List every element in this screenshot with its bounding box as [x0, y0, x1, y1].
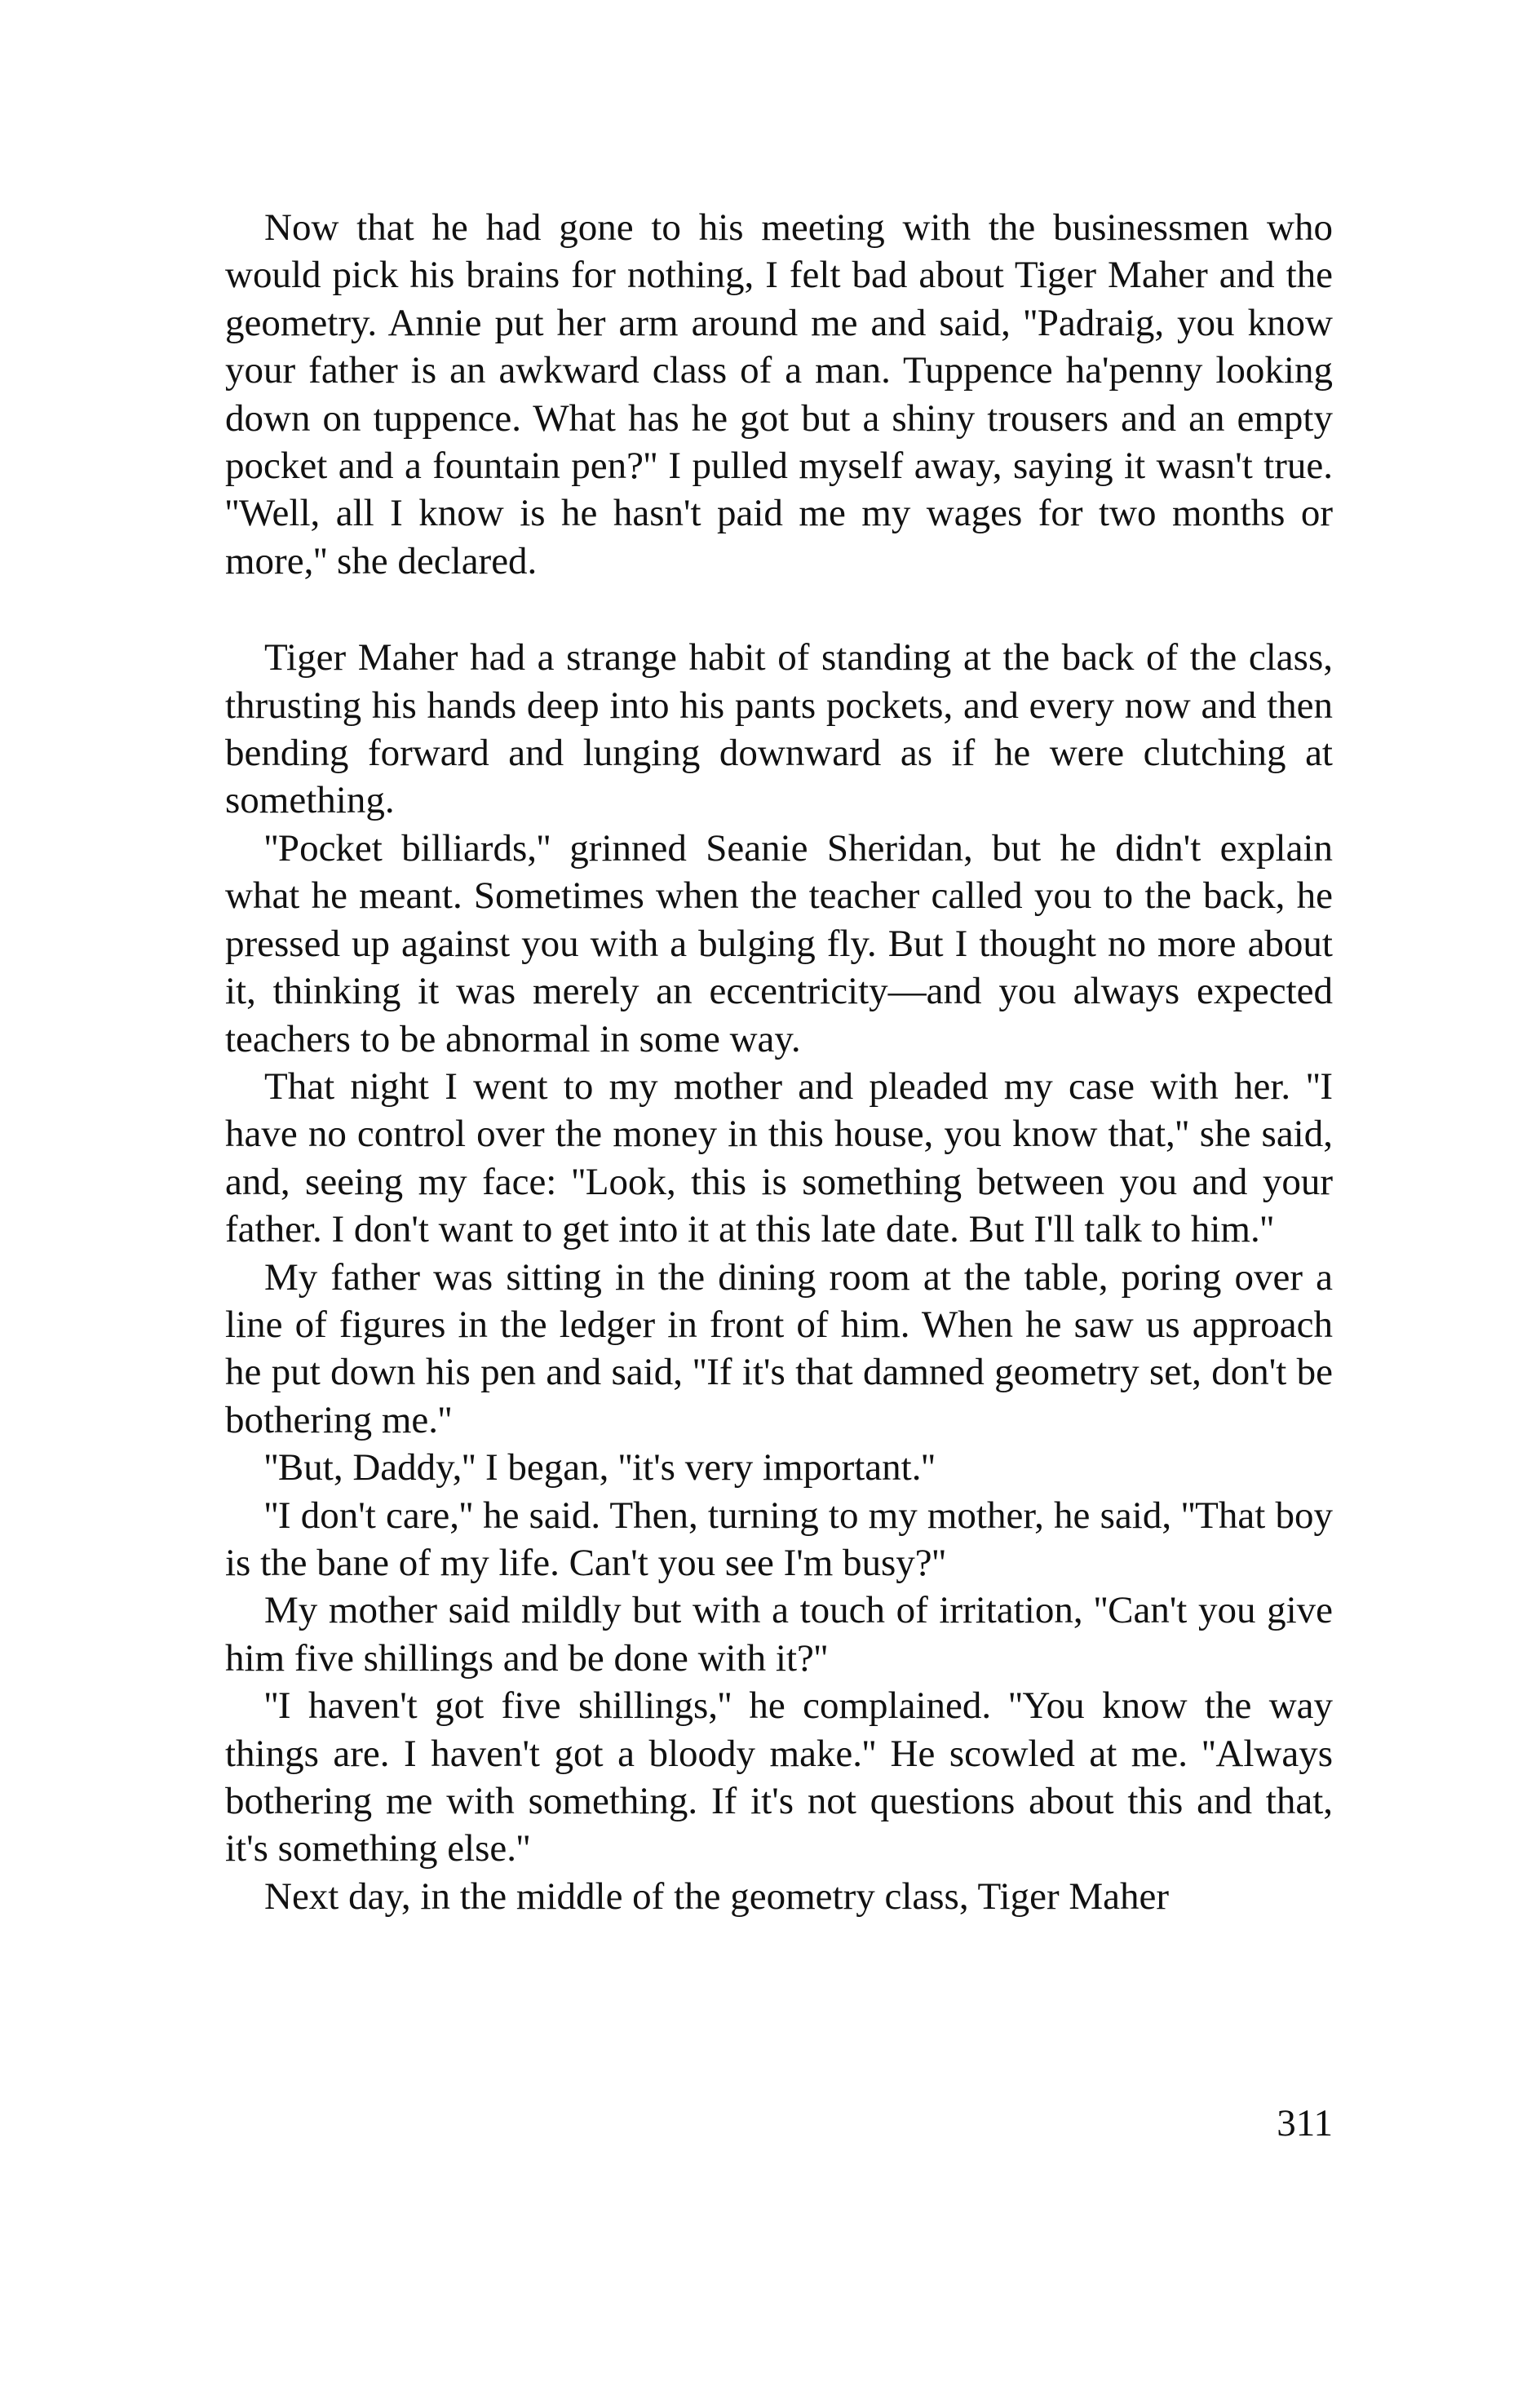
paragraph-9: ''I haven't got five shillings,'' he complained. ''You know the way things are. I haven't got a bloody make.'' He scowled at me. ''Always bothering me with something. If it's not questions about this and that, it's something else.'' — [225, 1684, 1333, 1870]
section-break — [225, 585, 1333, 634]
paragraph-6: ''But, Daddy,'' I began, ''it's very important.'' — [264, 1446, 936, 1489]
paragraph-8: My mother said mildly but with a touch of irritation, ''Can't you give him five shillings and be done with it?'' — [225, 1589, 1333, 1680]
paragraph-7: ''I don't care,'' he said. Then, turning to my mother, he said, ''That boy is the bane of my life. Can't you see I'm busy?'' — [225, 1494, 1333, 1584]
paragraph-5: My father was sitting in the dining room at the table, poring over a line of figures in the ledger in front of him. When he saw us approach he put down his pen and said, ''If it's that damned geometry set, don't be bothering me.'' — [225, 1255, 1333, 1441]
paragraph-2: Tiger Maher had a strange habit of standing at the back of the class, thrusting his hands deep into his pants pockets, and every now and then bending forward and lunging downward as if he were clutching at something. — [225, 636, 1333, 822]
book-page-text — [225, 204, 1333, 1920]
page-number: 311 — [1277, 2102, 1333, 2144]
paragraph-4: That night I went to my mother and pleaded my case with her. ''I have no control over the money in this house, you know that,'' she said, and, seeing my face: ''Look, this is something between you and your father. I don't want to get into it at this late date. But I'll talk to him.'' — [225, 1065, 1333, 1251]
paragraph-3: ''Pocket billiards,'' grinned Seanie Sheridan, but he didn't explain what he meant. Sometimes when the teacher called you to the back, he pressed up against you with a bulging fly. But I thought no more about it, thinking it was merely an eccentricity—and you always expected teachers to be abnormal in some way. — [225, 826, 1333, 1060]
paragraph-1: Now that he had gone to his meeting with the businessmen who would pick his brains for nothing, I felt bad about Tiger Maher and the geometry. Annie put her arm around me and said, ''Padraig, you know your father is an awkward class of a man. Tuppence ha'penny looking down on tuppence. What has he got but a shiny trousers and an empty pocket and a fountain pen?'' I pulled myself away, saying it wasn't true. ''Well, all I know is he hasn't paid me my wages for two months or more,'' she declared. — [225, 206, 1333, 582]
paragraph-10: Next day, in the middle of the geometry class, Tiger Maher — [264, 1874, 1170, 1918]
